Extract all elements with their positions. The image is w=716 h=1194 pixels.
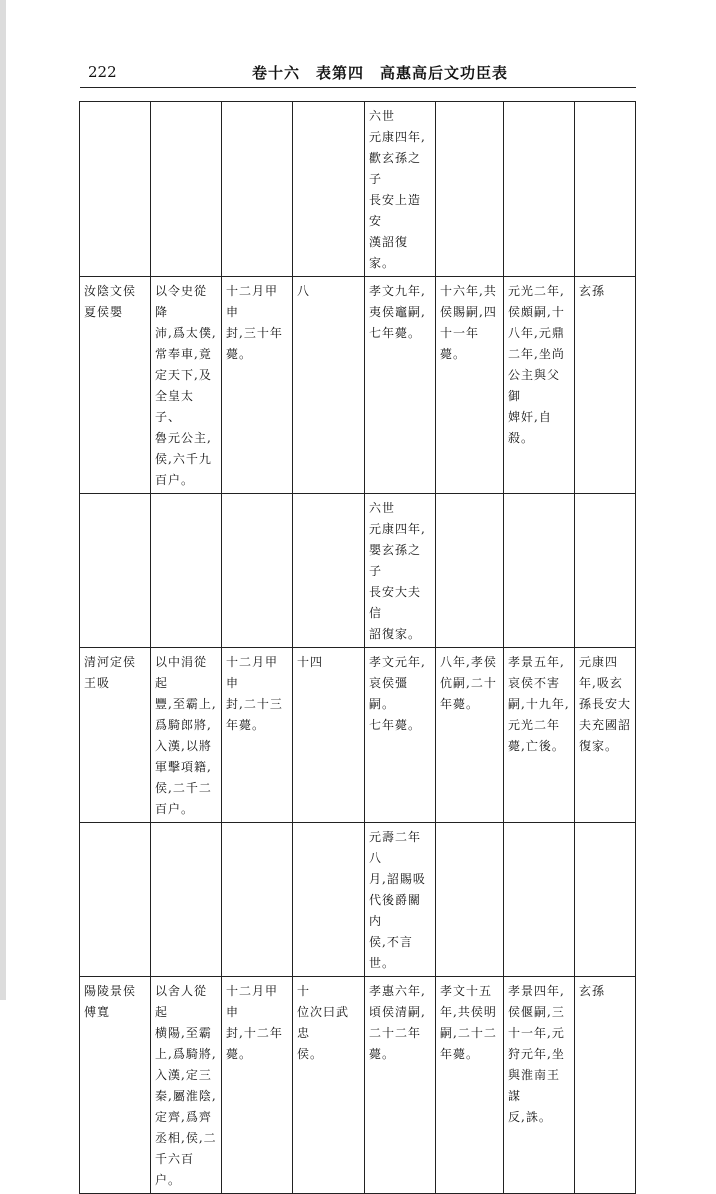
cell-heir2 (436, 823, 504, 977)
cell-rank: 十 位次曰武忠 侯。 (293, 977, 365, 1194)
cell-heir3 (504, 102, 575, 277)
cell-heir4 (575, 823, 636, 977)
cell-heir4: 玄孫 (575, 277, 636, 494)
cell-heir2 (436, 494, 504, 648)
cell-heir3: 元光二年, 侯頗嗣,十 八年,元鼎 二年,坐尚 公主與父御 婢奸,自殺。 (504, 277, 575, 494)
table-row (80, 977, 636, 1194)
cell-rank (293, 102, 365, 277)
cell-heir3 (504, 823, 575, 977)
cell-merit (151, 494, 222, 648)
cell-heir4 (575, 102, 636, 277)
cell-enfeoff (222, 102, 293, 277)
cell-heir3: 孝景五年, 哀侯不害 嗣,十九年, 元光二年 薨,亡後。 (504, 648, 575, 823)
cell-heir1: 六世 元康四年, 歡玄孫之子 長安上造安 漢詔復家。 (365, 102, 436, 277)
cell-heir1: 孝惠六年, 頃侯清嗣, 二十二年 薨。 (365, 977, 436, 1194)
cell-heir3: 孝景四年, 侯偃嗣,三 十一年,元 狩元年,坐 與淮南王謀 反,誅。 (504, 977, 575, 1194)
cell-merit (151, 823, 222, 977)
cell-merit: 以中涓從起 豐,至霸上, 爲騎郎將, 入漢,以將 軍擊項籍, 侯,二千二 百户。 (151, 648, 222, 823)
cell-rank: 八 (293, 277, 365, 494)
cell-heir1: 孝文元年, 哀侯彊嗣。 七年薨。 (365, 648, 436, 823)
cell-merit: 以舍人從起 横陽,至霸 上,爲騎將, 入漢,定三 秦,屬淮陰, 定齊,爲齊 丞相,侯,二 千六百户。 (151, 977, 222, 1194)
cell-enfeoff: 十二月甲申 封,三十年 薨。 (222, 277, 293, 494)
cell-merit: 以令史從降 沛,爲太僕, 常奉車,竟 定天下,及 全皇太子、 魯元公主, 侯,六千九 百户。 (151, 277, 222, 494)
table-row (80, 823, 636, 977)
cell-enfeoff: 十二月甲申 封,二十三 年薨。 (222, 648, 293, 823)
cell-rank (293, 494, 365, 648)
cell-heir4: 玄孫 (575, 977, 636, 1194)
cell-heir1: 六世 元康四年, 嬰玄孫之子 長安大夫信 詔復家。 (365, 494, 436, 648)
cell-rank: 十四 (293, 648, 365, 823)
cell-merit (151, 102, 222, 277)
table-row (80, 277, 636, 494)
cell-name: 清河定侯 王吸 (80, 648, 151, 823)
cell-name: 陽陵景侯 傅寬 (80, 977, 151, 1194)
cell-heir2: 孝文十五 年,共侯明 嗣,二十二 年薨。 (436, 977, 504, 1194)
cell-heir2: 十六年,共 侯賜嗣,四 十一年薨。 (436, 277, 504, 494)
cell-name (80, 823, 151, 977)
cell-heir1: 孝文九年, 夷侯竈嗣, 七年薨。 (365, 277, 436, 494)
cell-enfeoff (222, 494, 293, 648)
cell-name (80, 102, 151, 277)
cell-rank (293, 823, 365, 977)
cell-name (80, 494, 151, 648)
cell-enfeoff: 十二月甲申 封,十二年 薨。 (222, 977, 293, 1194)
merit-officials-table (79, 101, 636, 1194)
header-rule (80, 87, 636, 88)
running-header-title: 卷十六 表第四 高惠高后文功臣表 (252, 64, 509, 82)
cell-name: 汝陰文侯 夏侯嬰 (80, 277, 151, 494)
table-row (80, 648, 636, 823)
cell-heir4: 元康四 年,吸玄 孫長安大 夫充國詔 復家。 (575, 648, 636, 823)
table-row (80, 494, 636, 648)
scan-gutter (0, 0, 6, 1000)
cell-heir1: 元壽二年八 月,詔賜吸 代後爵關内 侯,不言世。 (365, 823, 436, 977)
cell-heir4 (575, 494, 636, 648)
cell-enfeoff (222, 823, 293, 977)
table-row (80, 102, 636, 277)
cell-heir2 (436, 102, 504, 277)
cell-heir2: 八年,孝侯 伉嗣,二十 年薨。 (436, 648, 504, 823)
page-number: 222 (88, 63, 117, 81)
cell-heir3 (504, 494, 575, 648)
